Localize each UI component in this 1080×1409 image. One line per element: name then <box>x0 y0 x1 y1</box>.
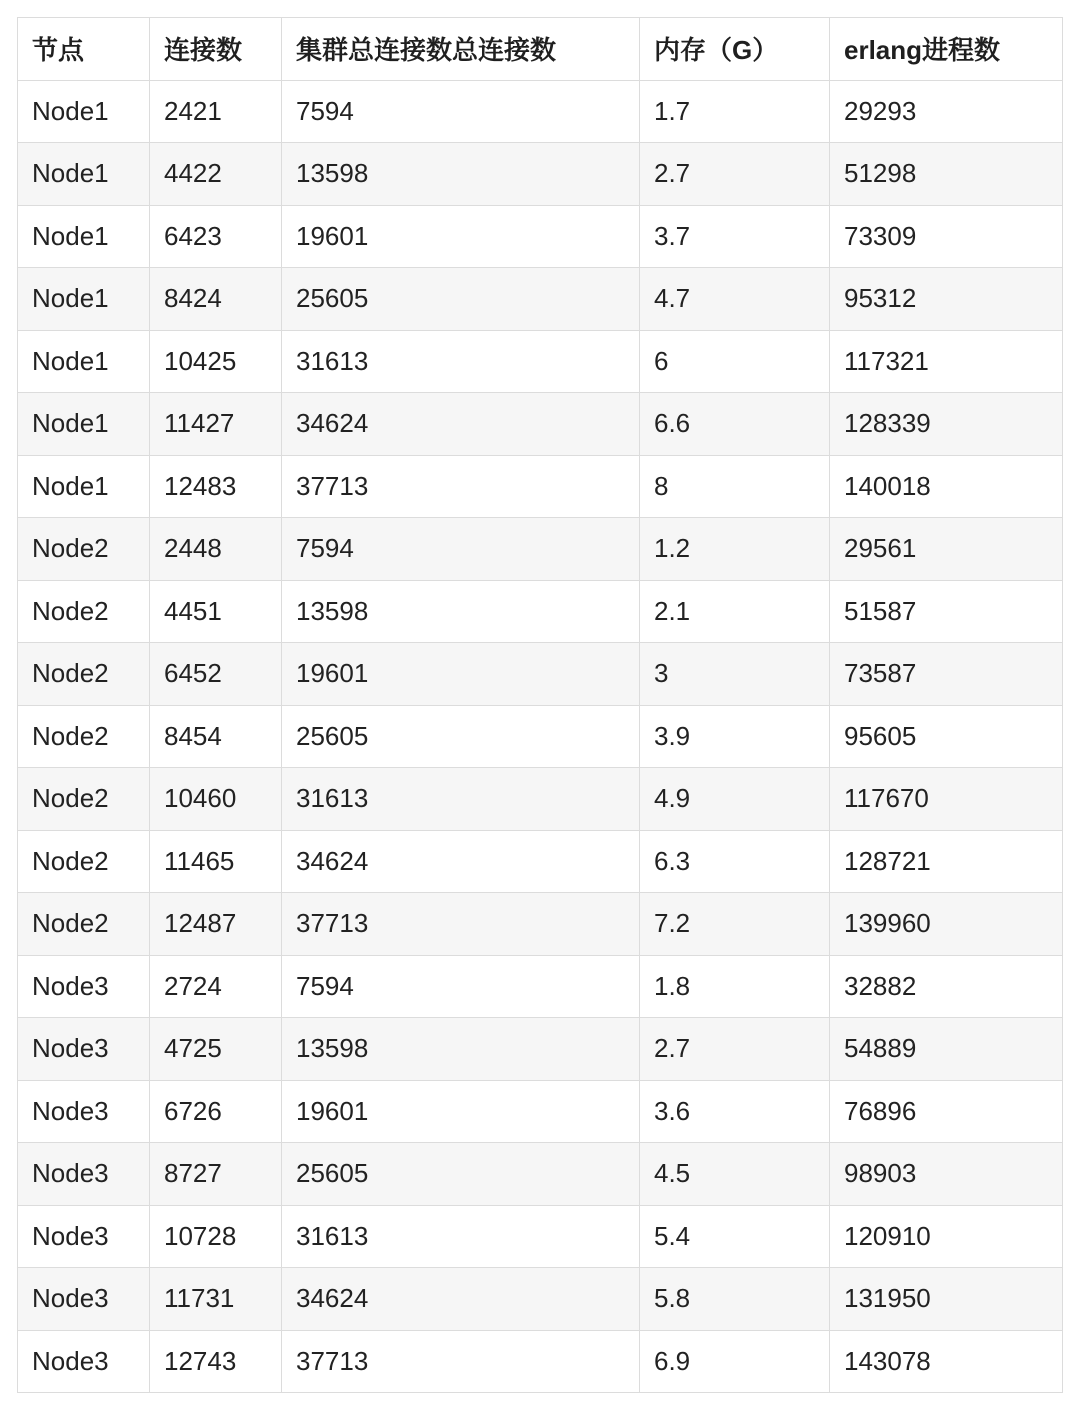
cell-erlang-processes: 120910 <box>830 1205 1063 1268</box>
cell-erlang-processes: 76896 <box>830 1080 1063 1143</box>
cell-cluster-total-connections: 19601 <box>282 1080 640 1143</box>
cell-erlang-processes: 32882 <box>830 955 1063 1018</box>
cell-cluster-total-connections: 34624 <box>282 830 640 893</box>
table-row <box>18 143 1063 206</box>
cell-cluster-total-connections: 37713 <box>282 1330 640 1393</box>
cell-connections: 4451 <box>150 580 282 643</box>
cell-memory: 2.1 <box>640 580 830 643</box>
cell-memory: 3 <box>640 643 830 706</box>
cell-node: Node3 <box>18 1143 150 1206</box>
cell-erlang-processes: 143078 <box>830 1330 1063 1393</box>
cell-erlang-processes: 95312 <box>830 268 1063 331</box>
table-row <box>18 1330 1063 1393</box>
cell-cluster-total-connections: 7594 <box>282 518 640 581</box>
table-row <box>18 518 1063 581</box>
cell-erlang-processes: 51587 <box>830 580 1063 643</box>
table-body <box>18 80 1063 1393</box>
cell-erlang-processes: 140018 <box>830 455 1063 518</box>
cell-cluster-total-connections: 7594 <box>282 955 640 1018</box>
cell-connections: 11465 <box>150 830 282 893</box>
header-row <box>18 18 1063 81</box>
cell-erlang-processes: 117670 <box>830 768 1063 831</box>
cell-cluster-total-connections: 19601 <box>282 643 640 706</box>
cell-node: Node1 <box>18 143 150 206</box>
cell-cluster-total-connections: 34624 <box>282 1268 640 1331</box>
cell-cluster-total-connections: 31613 <box>282 768 640 831</box>
cell-cluster-total-connections: 19601 <box>282 205 640 268</box>
header-cell-node: 节点 <box>18 18 150 81</box>
table-row <box>18 893 1063 956</box>
cell-memory: 3.7 <box>640 205 830 268</box>
cell-node: Node3 <box>18 1205 150 1268</box>
cell-connections: 10460 <box>150 768 282 831</box>
table-row <box>18 80 1063 143</box>
cell-node: Node1 <box>18 268 150 331</box>
cell-erlang-processes: 51298 <box>830 143 1063 206</box>
cell-connections: 2724 <box>150 955 282 1018</box>
cell-erlang-processes: 95605 <box>830 705 1063 768</box>
header-cell-cluster-total-connections: 集群总连接数总连接数 <box>282 18 640 81</box>
cell-cluster-total-connections: 25605 <box>282 268 640 331</box>
cell-node: Node2 <box>18 518 150 581</box>
cell-erlang-processes: 128339 <box>830 393 1063 456</box>
cell-memory: 1.8 <box>640 955 830 1018</box>
cell-cluster-total-connections: 37713 <box>282 455 640 518</box>
cell-connections: 6423 <box>150 205 282 268</box>
cell-node: Node1 <box>18 205 150 268</box>
header-cell-connections: 连接数 <box>150 18 282 81</box>
data-table-container <box>17 17 1062 1393</box>
cell-connections: 8727 <box>150 1143 282 1206</box>
header-cell-erlang-processes: erlang进程数 <box>830 18 1063 81</box>
cell-node: Node1 <box>18 455 150 518</box>
cell-memory: 8 <box>640 455 830 518</box>
cell-cluster-total-connections: 25605 <box>282 705 640 768</box>
cell-memory: 4.9 <box>640 768 830 831</box>
table-row <box>18 1080 1063 1143</box>
table-row <box>18 1268 1063 1331</box>
cell-node: Node2 <box>18 705 150 768</box>
cell-connections: 11731 <box>150 1268 282 1331</box>
cell-cluster-total-connections: 7594 <box>282 80 640 143</box>
cell-connections: 4725 <box>150 1018 282 1081</box>
cell-node: Node2 <box>18 768 150 831</box>
cell-memory: 6 <box>640 330 830 393</box>
cell-memory: 2.7 <box>640 143 830 206</box>
cell-connections: 8424 <box>150 268 282 331</box>
cell-connections: 4422 <box>150 143 282 206</box>
cell-memory: 3.6 <box>640 1080 830 1143</box>
table-row <box>18 830 1063 893</box>
cell-memory: 1.2 <box>640 518 830 581</box>
cell-erlang-processes: 128721 <box>830 830 1063 893</box>
table-header <box>18 18 1063 81</box>
cell-cluster-total-connections: 31613 <box>282 330 640 393</box>
cell-memory: 1.7 <box>640 80 830 143</box>
table-row <box>18 268 1063 331</box>
cell-cluster-total-connections: 13598 <box>282 143 640 206</box>
cell-cluster-total-connections: 13598 <box>282 580 640 643</box>
cell-memory: 7.2 <box>640 893 830 956</box>
table-row <box>18 643 1063 706</box>
cell-cluster-total-connections: 31613 <box>282 1205 640 1268</box>
cell-memory: 5.8 <box>640 1268 830 1331</box>
cell-erlang-processes: 73587 <box>830 643 1063 706</box>
cell-cluster-total-connections: 34624 <box>282 393 640 456</box>
cell-node: Node3 <box>18 1018 150 1081</box>
cell-erlang-processes: 98903 <box>830 1143 1063 1206</box>
cell-node: Node3 <box>18 1330 150 1393</box>
cell-cluster-total-connections: 25605 <box>282 1143 640 1206</box>
cell-connections: 12483 <box>150 455 282 518</box>
cell-connections: 2448 <box>150 518 282 581</box>
cell-connections: 10728 <box>150 1205 282 1268</box>
cell-erlang-processes: 54889 <box>830 1018 1063 1081</box>
cell-node: Node1 <box>18 80 150 143</box>
cell-erlang-processes: 29293 <box>830 80 1063 143</box>
table-row <box>18 955 1063 1018</box>
cell-erlang-processes: 29561 <box>830 518 1063 581</box>
cell-connections: 2421 <box>150 80 282 143</box>
cell-connections: 10425 <box>150 330 282 393</box>
cell-connections: 6726 <box>150 1080 282 1143</box>
data-table <box>17 17 1063 1393</box>
table-row <box>18 393 1063 456</box>
cell-connections: 6452 <box>150 643 282 706</box>
cell-connections: 12743 <box>150 1330 282 1393</box>
cell-erlang-processes: 73309 <box>830 205 1063 268</box>
table-row <box>18 580 1063 643</box>
table-row <box>18 1143 1063 1206</box>
cell-memory: 6.3 <box>640 830 830 893</box>
cell-erlang-processes: 139960 <box>830 893 1063 956</box>
table-row <box>18 1018 1063 1081</box>
cell-memory: 6.6 <box>640 393 830 456</box>
cell-node: Node3 <box>18 955 150 1018</box>
cell-cluster-total-connections: 13598 <box>282 1018 640 1081</box>
table-row <box>18 705 1063 768</box>
cell-memory: 2.7 <box>640 1018 830 1081</box>
cell-node: Node1 <box>18 330 150 393</box>
cell-node: Node2 <box>18 643 150 706</box>
table-row <box>18 330 1063 393</box>
cell-node: Node2 <box>18 893 150 956</box>
table-row <box>18 455 1063 518</box>
cell-node: Node2 <box>18 830 150 893</box>
cell-erlang-processes: 131950 <box>830 1268 1063 1331</box>
cell-memory: 4.5 <box>640 1143 830 1206</box>
cell-node: Node3 <box>18 1080 150 1143</box>
cell-memory: 4.7 <box>640 268 830 331</box>
cell-erlang-processes: 117321 <box>830 330 1063 393</box>
cell-connections: 11427 <box>150 393 282 456</box>
cell-memory: 6.9 <box>640 1330 830 1393</box>
table-row <box>18 205 1063 268</box>
cell-cluster-total-connections: 37713 <box>282 893 640 956</box>
header-cell-memory: 内存（G） <box>640 18 830 81</box>
table-row <box>18 768 1063 831</box>
cell-node: Node3 <box>18 1268 150 1331</box>
table-row <box>18 1205 1063 1268</box>
cell-node: Node2 <box>18 580 150 643</box>
cell-connections: 12487 <box>150 893 282 956</box>
cell-memory: 5.4 <box>640 1205 830 1268</box>
cell-memory: 3.9 <box>640 705 830 768</box>
cell-connections: 8454 <box>150 705 282 768</box>
cell-node: Node1 <box>18 393 150 456</box>
